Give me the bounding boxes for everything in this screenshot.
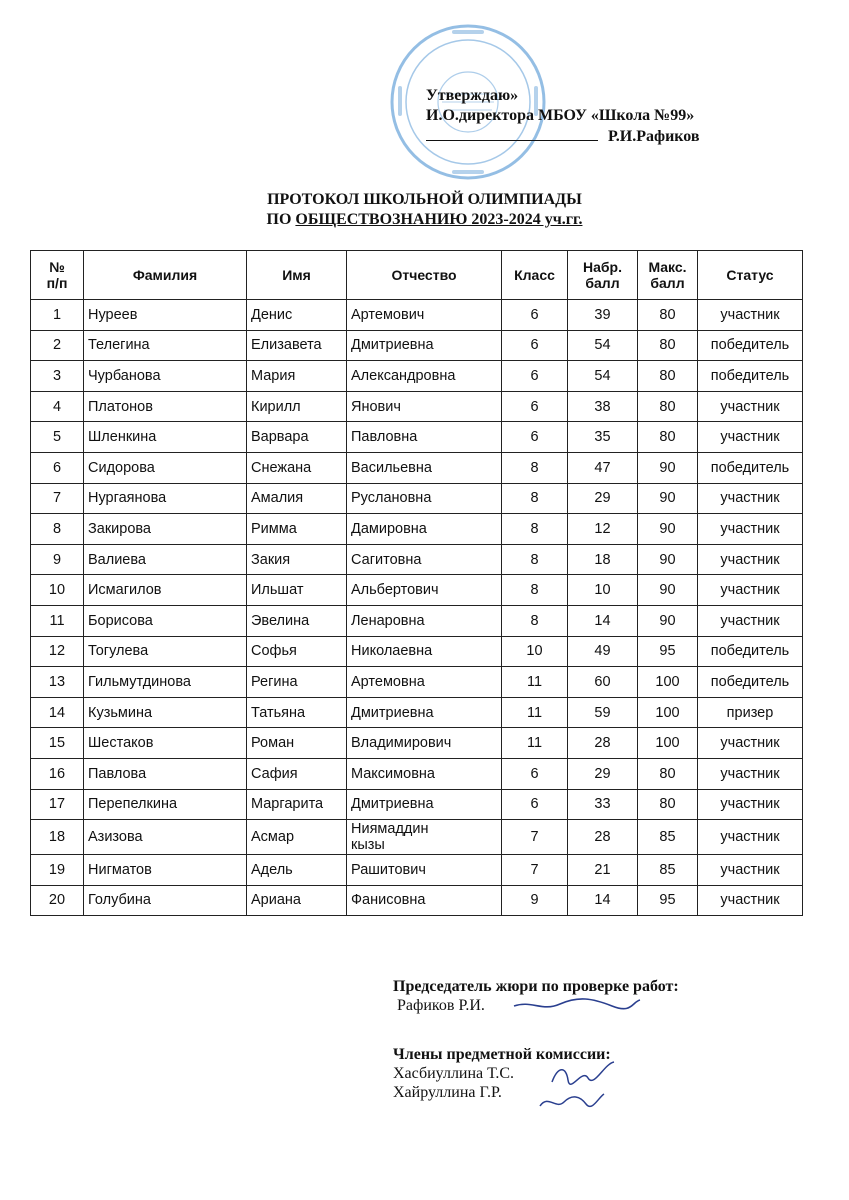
cell-class: 11: [502, 667, 568, 698]
document-title: [0, 190, 849, 230]
cell-surname: Азизова: [84, 820, 247, 855]
cell-name: Закия: [247, 544, 347, 575]
cell-number: 10: [31, 575, 84, 606]
jury-chair-title: Председатель жюри по проверке работ:: [393, 978, 679, 995]
cell-number: 12: [31, 636, 84, 667]
title-prefix: ПО: [266, 211, 296, 228]
commission-member-2: Хайруллина Г.Р.: [393, 1084, 502, 1101]
cell-name: Ильшат: [247, 575, 347, 606]
cell-name: Кирилл: [247, 391, 347, 422]
cell-surname: Гильмутдинова: [84, 667, 247, 698]
cell-number: 3: [31, 361, 84, 392]
table-row: [31, 728, 803, 759]
table-row: [31, 855, 803, 886]
table-row: [31, 636, 803, 667]
cell-number: 16: [31, 758, 84, 789]
table-header-row: [31, 251, 803, 300]
cell-score: 29: [568, 758, 638, 789]
cell-class: 6: [502, 300, 568, 331]
cell-patronymic: Рашитович: [347, 855, 502, 886]
cell-number: 8: [31, 514, 84, 545]
cell-class: 8: [502, 605, 568, 636]
table-row: [31, 361, 803, 392]
cell-score: 54: [568, 361, 638, 392]
cell-surname: Закирова: [84, 514, 247, 545]
cell-class: 10: [502, 636, 568, 667]
header-status: Статус: [698, 251, 803, 300]
cell-score: 60: [568, 667, 638, 698]
cell-status: участник: [698, 514, 803, 545]
cell-patronymic: Ниямаддин кызы: [347, 820, 502, 855]
table-body: [31, 300, 803, 916]
cell-patronymic: Артемович: [347, 300, 502, 331]
cell-status: победитель: [698, 330, 803, 361]
cell-class: 8: [502, 452, 568, 483]
cell-status: победитель: [698, 452, 803, 483]
cell-number: 9: [31, 544, 84, 575]
cell-name: Ариана: [247, 885, 347, 916]
cell-patronymic: Максимовна: [347, 758, 502, 789]
cell-patronymic: Дамировна: [347, 514, 502, 545]
cell-score: 21: [568, 855, 638, 886]
cell-surname: Борисова: [84, 605, 247, 636]
cell-class: 6: [502, 330, 568, 361]
cell-class: 8: [502, 575, 568, 606]
cell-score: 14: [568, 885, 638, 916]
approval-block: [426, 86, 700, 147]
header-max-score: Макс. балл: [638, 251, 698, 300]
cell-surname: Шестаков: [84, 728, 247, 759]
table-row: [31, 575, 803, 606]
cell-status: участник: [698, 575, 803, 606]
jury-chair-name: Рафиков Р.И.: [397, 997, 485, 1014]
results-table: [30, 250, 803, 916]
approval-position: И.О.директора МБОУ «Школа №99»: [426, 107, 695, 124]
cell-surname: Нигматов: [84, 855, 247, 886]
cell-patronymic: Дмитриевна: [347, 330, 502, 361]
cell-number: 20: [31, 885, 84, 916]
cell-score: 49: [568, 636, 638, 667]
cell-score: 18: [568, 544, 638, 575]
cell-name: Софья: [247, 636, 347, 667]
cell-max-score: 100: [638, 728, 698, 759]
title-line-2: [0, 210, 849, 230]
cell-surname: Перепелкина: [84, 789, 247, 820]
cell-patronymic: Артемовна: [347, 667, 502, 698]
cell-max-score: 90: [638, 514, 698, 545]
cell-max-score: 85: [638, 855, 698, 886]
cell-max-score: 100: [638, 667, 698, 698]
header-number: № п/п: [31, 251, 84, 300]
cell-name: Регина: [247, 667, 347, 698]
table-row: [31, 391, 803, 422]
commission-title: Члены предметной комиссии:: [393, 1046, 611, 1063]
cell-name: Татьяна: [247, 697, 347, 728]
header-class: Класс: [502, 251, 568, 300]
cell-status: участник: [698, 422, 803, 453]
cell-max-score: 90: [638, 452, 698, 483]
table-row: [31, 758, 803, 789]
cell-patronymic: Николаевна: [347, 636, 502, 667]
cell-class: 11: [502, 697, 568, 728]
cell-number: 7: [31, 483, 84, 514]
cell-number: 14: [31, 697, 84, 728]
cell-patronymic: Васильевна: [347, 452, 502, 483]
cell-score: 14: [568, 605, 638, 636]
cell-score: 35: [568, 422, 638, 453]
cell-patronymic: Дмитриевна: [347, 697, 502, 728]
table-row: [31, 514, 803, 545]
cell-max-score: 95: [638, 636, 698, 667]
approval-label: Утверждаю»: [426, 87, 519, 104]
cell-name: Римма: [247, 514, 347, 545]
cell-number: 4: [31, 391, 84, 422]
cell-number: 19: [31, 855, 84, 886]
table-row: [31, 330, 803, 361]
title-subject: ОБЩЕСТВОЗНАНИЮ 2023-2024 уч.гг.: [295, 211, 583, 228]
cell-patronymic: Альбертович: [347, 575, 502, 606]
cell-patronymic: Фанисовна: [347, 885, 502, 916]
cell-status: участник: [698, 483, 803, 514]
cell-score: 39: [568, 300, 638, 331]
cell-status: призер: [698, 697, 803, 728]
commission-member-1: Хасбиуллина Т.С.: [393, 1065, 514, 1082]
table-row: [31, 789, 803, 820]
cell-surname: Нургаянова: [84, 483, 247, 514]
approval-signature-row: [426, 126, 700, 147]
member-1-signature: [548, 1060, 618, 1090]
cell-patronymic: Владимирович: [347, 728, 502, 759]
table-row: [31, 605, 803, 636]
cell-status: участник: [698, 855, 803, 886]
cell-surname: Сидорова: [84, 452, 247, 483]
cell-max-score: 85: [638, 820, 698, 855]
cell-max-score: 80: [638, 789, 698, 820]
cell-class: 6: [502, 361, 568, 392]
cell-name: Денис: [247, 300, 347, 331]
cell-max-score: 80: [638, 391, 698, 422]
cell-max-score: 90: [638, 544, 698, 575]
cell-score: 33: [568, 789, 638, 820]
cell-surname: Павлова: [84, 758, 247, 789]
cell-status: участник: [698, 820, 803, 855]
cell-class: 6: [502, 391, 568, 422]
cell-score: 10: [568, 575, 638, 606]
cell-class: 7: [502, 820, 568, 855]
cell-status: участник: [698, 605, 803, 636]
cell-patronymic: Александровна: [347, 361, 502, 392]
cell-class: 7: [502, 855, 568, 886]
cell-surname: Платонов: [84, 391, 247, 422]
cell-patronymic: Руслановна: [347, 483, 502, 514]
cell-patronymic: Павловна: [347, 422, 502, 453]
cell-surname: Исмагилов: [84, 575, 247, 606]
cell-status: участник: [698, 544, 803, 575]
table-row: [31, 544, 803, 575]
cell-max-score: 90: [638, 605, 698, 636]
cell-score: 59: [568, 697, 638, 728]
table-row: [31, 885, 803, 916]
cell-score: 38: [568, 391, 638, 422]
cell-name: Роман: [247, 728, 347, 759]
header-patronymic: Отчество: [347, 251, 502, 300]
cell-number: 11: [31, 605, 84, 636]
cell-surname: Телегина: [84, 330, 247, 361]
cell-surname: Валиева: [84, 544, 247, 575]
cell-status: участник: [698, 391, 803, 422]
cell-score: 28: [568, 728, 638, 759]
header-name: Имя: [247, 251, 347, 300]
cell-status: участник: [698, 789, 803, 820]
cell-max-score: 80: [638, 330, 698, 361]
cell-score: 12: [568, 514, 638, 545]
cell-max-score: 90: [638, 483, 698, 514]
table-row: [31, 452, 803, 483]
cell-surname: Кузьмина: [84, 697, 247, 728]
cell-name: Амалия: [247, 483, 347, 514]
cell-class: 8: [502, 514, 568, 545]
cell-name: Елизавета: [247, 330, 347, 361]
chair-signature: [512, 992, 642, 1018]
cell-class: 6: [502, 789, 568, 820]
cell-name: Снежана: [247, 452, 347, 483]
cell-surname: Голубина: [84, 885, 247, 916]
table-row: [31, 483, 803, 514]
cell-name: Варвара: [247, 422, 347, 453]
cell-max-score: 95: [638, 885, 698, 916]
cell-name: Маргарита: [247, 789, 347, 820]
cell-max-score: 90: [638, 575, 698, 606]
cell-class: 8: [502, 544, 568, 575]
cell-number: 15: [31, 728, 84, 759]
cell-class: 9: [502, 885, 568, 916]
cell-status: победитель: [698, 667, 803, 698]
cell-max-score: 80: [638, 361, 698, 392]
table-row: [31, 820, 803, 855]
signature-line: [426, 126, 598, 141]
cell-status: участник: [698, 300, 803, 331]
table-row: [31, 300, 803, 331]
member-2-signature: [536, 1090, 606, 1114]
table-row: [31, 422, 803, 453]
cell-number: 5: [31, 422, 84, 453]
cell-number: 18: [31, 820, 84, 855]
cell-surname: Чурбанова: [84, 361, 247, 392]
cell-name: Мария: [247, 361, 347, 392]
cell-surname: Шленкина: [84, 422, 247, 453]
cell-name: Сафия: [247, 758, 347, 789]
cell-patronymic: Дмитриевна: [347, 789, 502, 820]
cell-patronymic: Янович: [347, 391, 502, 422]
cell-score: 29: [568, 483, 638, 514]
cell-max-score: 80: [638, 422, 698, 453]
cell-max-score: 100: [638, 697, 698, 728]
table-row: [31, 697, 803, 728]
cell-status: участник: [698, 885, 803, 916]
cell-surname: Нуреев: [84, 300, 247, 331]
cell-number: 17: [31, 789, 84, 820]
cell-status: участник: [698, 728, 803, 759]
title-line-1: ПРОТОКОЛ ШКОЛЬНОЙ ОЛИМПИАДЫ: [267, 191, 582, 208]
header-surname: Фамилия: [84, 251, 247, 300]
cell-class: 8: [502, 483, 568, 514]
cell-status: победитель: [698, 361, 803, 392]
cell-number: 2: [31, 330, 84, 361]
header-score: Набр. балл: [568, 251, 638, 300]
cell-patronymic: Ленаровна: [347, 605, 502, 636]
cell-score: 54: [568, 330, 638, 361]
cell-name: Адель: [247, 855, 347, 886]
approval-signer: Р.И.Рафиков: [608, 128, 700, 145]
cell-score: 47: [568, 452, 638, 483]
cell-number: 1: [31, 300, 84, 331]
cell-name: Асмар: [247, 820, 347, 855]
cell-surname: Тогулева: [84, 636, 247, 667]
cell-class: 6: [502, 758, 568, 789]
cell-max-score: 80: [638, 300, 698, 331]
cell-score: 28: [568, 820, 638, 855]
cell-status: участник: [698, 758, 803, 789]
cell-patronymic: Сагитовна: [347, 544, 502, 575]
cell-name: Эвелина: [247, 605, 347, 636]
cell-number: 13: [31, 667, 84, 698]
cell-class: 6: [502, 422, 568, 453]
cell-status: победитель: [698, 636, 803, 667]
cell-max-score: 80: [638, 758, 698, 789]
table-row: [31, 667, 803, 698]
cell-class: 11: [502, 728, 568, 759]
cell-number: 6: [31, 452, 84, 483]
